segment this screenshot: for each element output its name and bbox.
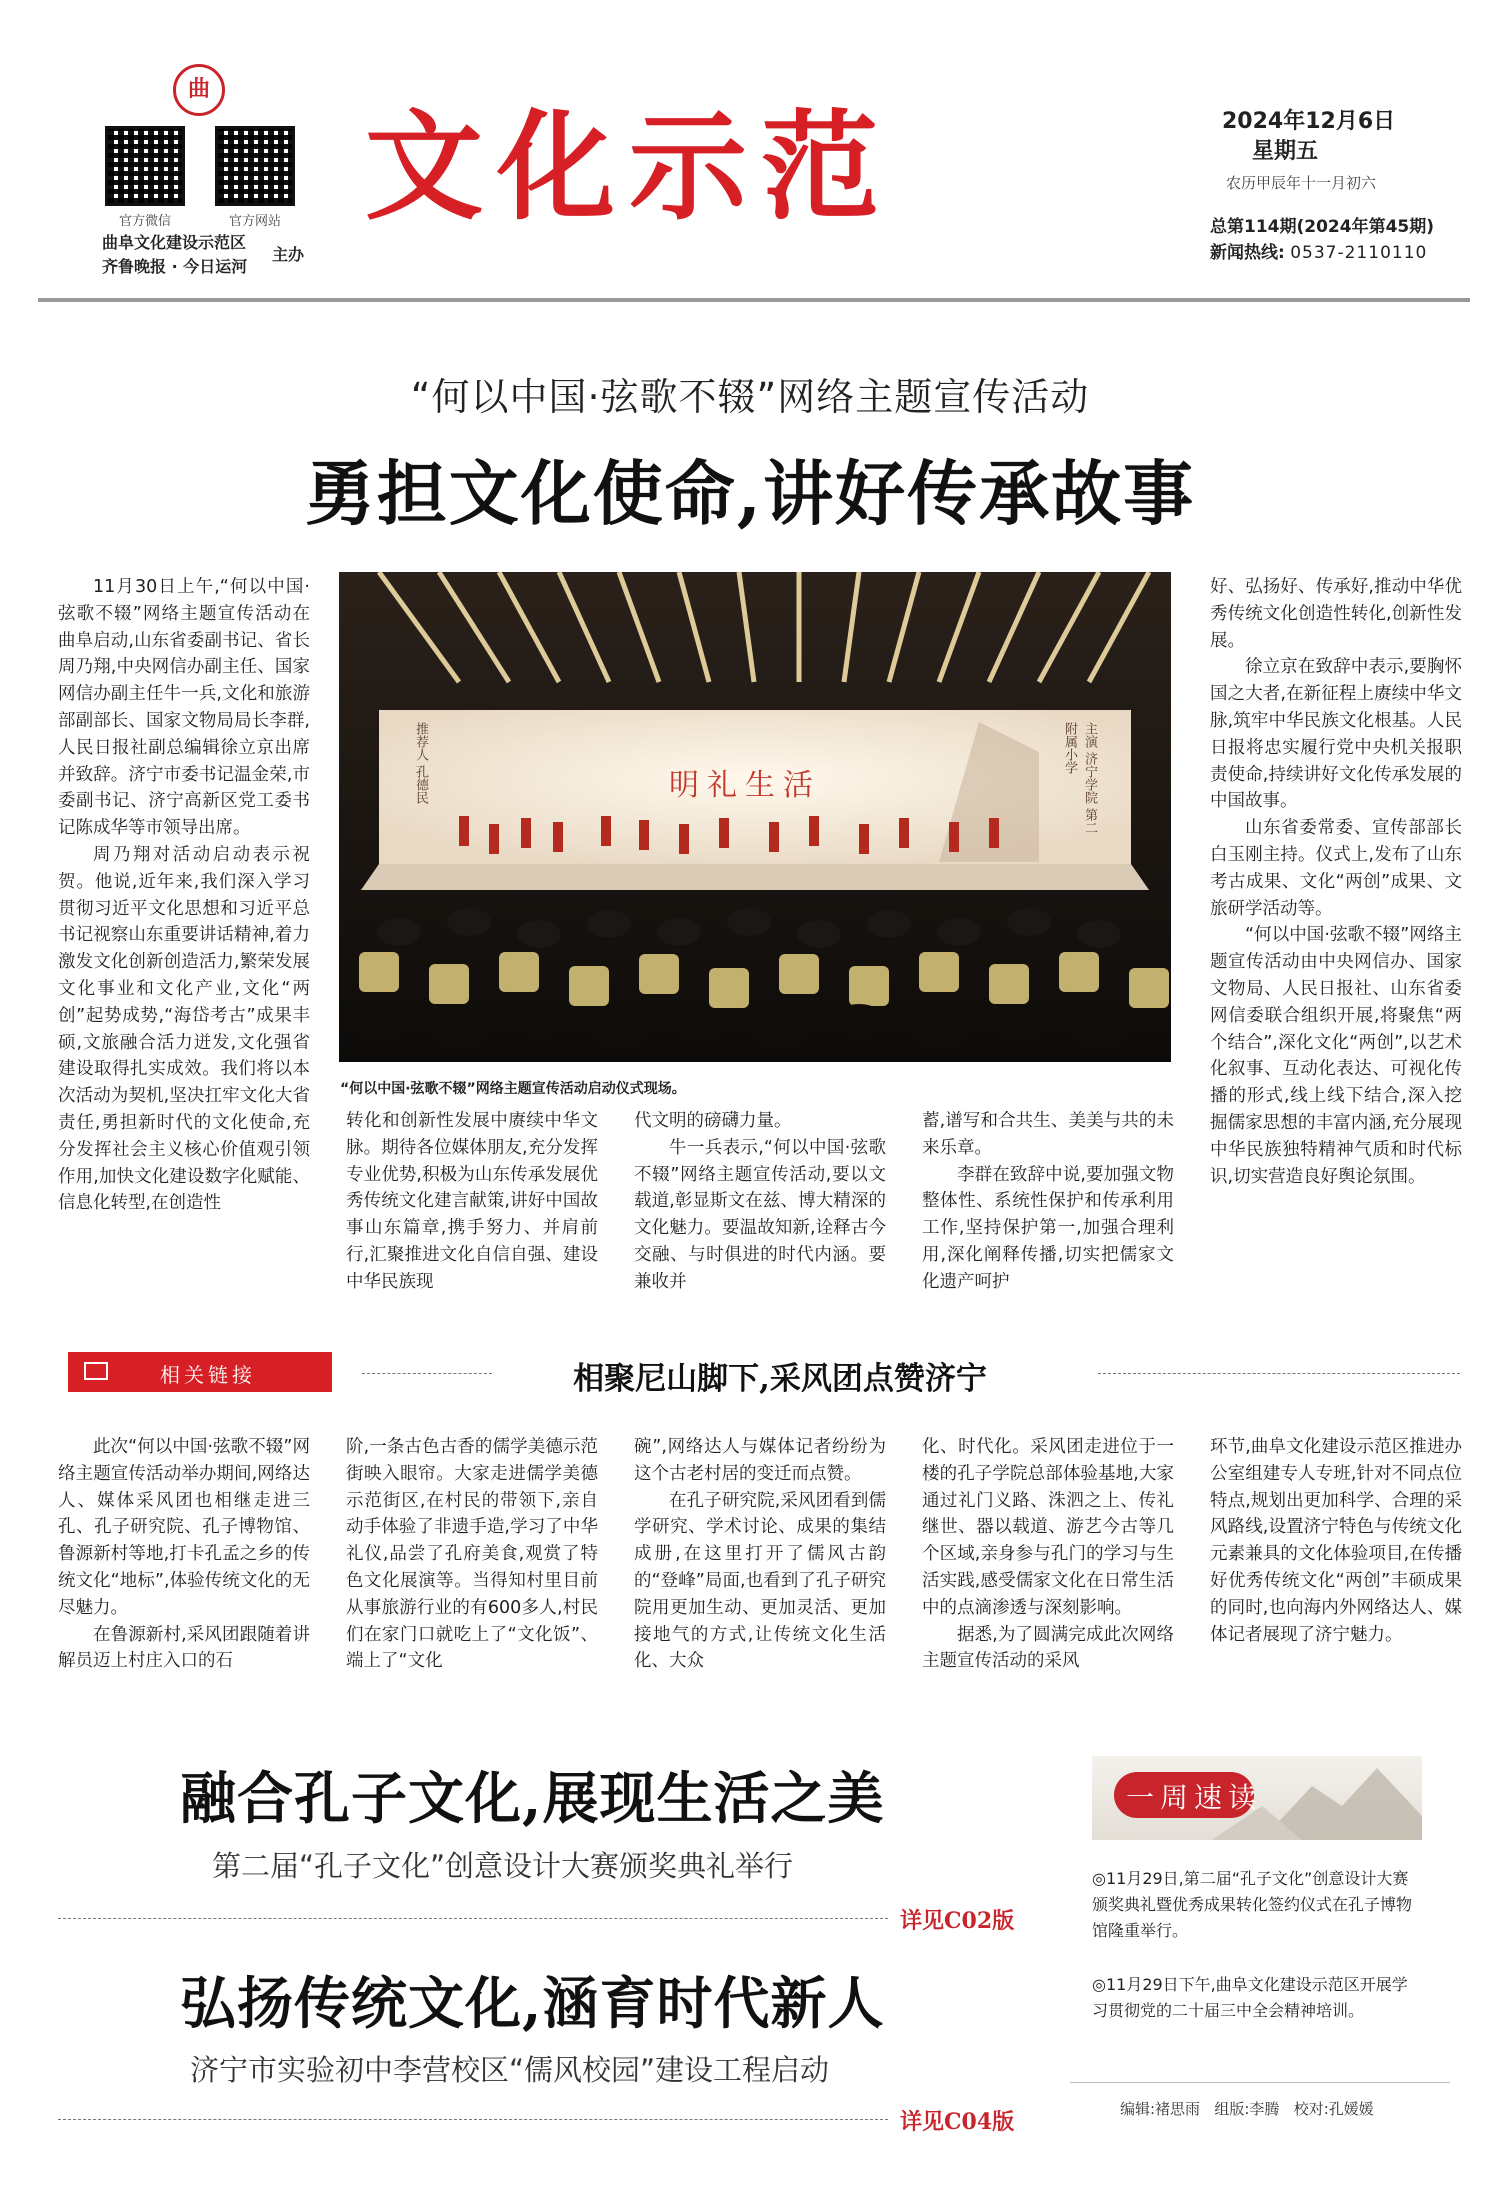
lead-col5-p4: “何以中国·弦歌不辍”网络主题宣传活动由中央网信办、国家文物局、人民日报社、山东省委网信委联合组织开展,将聚焦“两个结合”,深化文化“两创”,以艺术化叙事、互动化表达、可视化传播的形式,线上线下结合,深入挖掘儒家思想的丰富内涵,充分展现中华民族独特精神气质和时代标识,切实营造良好舆论氛围。 (1210, 925, 1462, 1187)
related-link-tag (68, 1352, 332, 1392)
related-col3-p2: 在孔子研究院,采风团看到儒学研究、学术讨论、成果的集结成册,在这里打开了儒风古韵的“登峰”局面,也看到了孔子研究院用更加生动、更加灵活、更加接地气的方式,让传统文化生活化、大众 (634, 1490, 886, 1672)
related-col1-p2: 在鲁源新村,采风团跟随着讲解员迈上村庄入口的石 (58, 1624, 310, 1672)
related-rule-right (1098, 1373, 1460, 1374)
lead-col5-p1: 好、弘扬好、传承好,推动中华优秀传统文化创造性转化,创新性发展。 (1210, 577, 1462, 651)
lead-column-1 (58, 574, 310, 1217)
lead-col2-p1: 转化和创新性发展中赓续中华文脉。期待各位媒体朋友,充分发挥专业优势,积极为山东传承发展优秀传统文化建言献策,讲好中国故事山东篇章,携手努力、并肩前行,汇聚推进文化自信自强、建设中华民族现 (346, 1111, 598, 1292)
weekly-item-2: ◎11月29日下午,曲阜文化建设示范区开展学习贯彻党的二十届三中全会精神培训。 (1092, 1975, 1408, 2020)
issue-date: 2024年12月6日 (1222, 109, 1396, 134)
masthead-rule (38, 298, 1470, 302)
stage-illustration (339, 572, 1171, 1062)
related-col3-p1: 碗”,网络达人与媒体记者纷纷为这个古老村居的变迁而点赞。 (634, 1437, 886, 1484)
host-label: 主办 (272, 245, 305, 264)
lead-col5-p3: 山东省委常委、宣传部部长白玉刚主持。仪式上,发布了山东考古成果、文化“两创”成果、文旅研学活动等。 (1210, 818, 1462, 919)
lead-col4-p2: 李群在致辞中说,要加强文物整体性、系统性保护和传承利用工作,坚持保护第一,加强合理利用,深化阐释传播,切实把儒家文化遗产呵护 (922, 1164, 1174, 1292)
stage-screen-text: 明礼生活 (669, 768, 821, 803)
weekly-banner (1092, 1756, 1422, 1840)
weekly-rule (1070, 2082, 1450, 2083)
wechat-qr-caption: 官方微信 (118, 214, 171, 229)
teaser-1-rule (58, 1918, 888, 1919)
related-column-1 (58, 1434, 310, 1675)
stage-side-text-2 (1059, 722, 1099, 842)
weekly-item-1: ◎11月29日,第二届“孔子文化”创意设计大赛颁奖典礼暨优秀成果转化签约仪式在孔子博物馆隆重举行。 (1092, 1869, 1413, 1940)
teaser-2-subhead: 济宁市实验初中李营校区“儒风校园”建设工程启动 (190, 2053, 830, 2087)
related-rule-left (362, 1373, 492, 1374)
stage-side-4: 主演 (1082, 722, 1097, 748)
lead-headline: 勇担文化使命,讲好传承故事 (304, 452, 1196, 535)
lead-kicker: “何以中国·弦歌不辍”网络主题宣传活动 (410, 375, 1090, 419)
lead-col5-p2: 徐立京在致辞中表示,要胸怀国之大者,在新征程上赓续中华文脉,筑牢中华民族文化根基。人民日报将忠实履行党中央机关报职责使命,持续讲好文化传承发展的中国故事。 (1210, 657, 1462, 812)
editors-line: 编辑:褚思雨 组版:李腾 校对:孔媛媛 (1120, 2100, 1374, 2118)
lead-col1-p1: 11月30日上午,“何以中国·弦歌不辍”网络主题宣传活动在曲阜启动,山东省委副书记、省长周乃翔,中央网信办副主任、国家网信办副主任牛一兵,文化和旅游部副部长、国家文物局局长李群,人民日报社副总编辑徐立京出席并致辞。济宁市委书记温金荣,市委副书记、济宁高新区党工委书记陈成华等市领导出席。 (58, 577, 310, 839)
related-column-3 (634, 1434, 886, 1675)
weekly-title: 一周速读 (1126, 1781, 1263, 1814)
lead-column-3 (634, 1108, 886, 1296)
related-col4-p1: 化、时代化。采风团走进位于一楼的孔子学院总部体验基地,大家通过礼门义路、洙泗之上、传礼继世、器以载道、游艺今古等几个区域,亲身参与孔门的学习与生活实践,感受儒家文化在日常生活中的点滴渗透与深刻影响。 (922, 1437, 1174, 1618)
related-column-4 (922, 1434, 1174, 1675)
stage-side-text (409, 722, 431, 842)
teaser-2-see-page-link[interactable]: 详见C04版 (900, 2109, 1015, 2135)
related-link-icon (84, 1362, 108, 1380)
photo-caption: “何以中国·弦歌不辍”网络主题宣传活动启动仪式现场。 (340, 1081, 686, 1097)
teaser-1-subhead: 第二届“孔子文化”创意设计大赛颁奖典礼举行 (212, 1849, 794, 1883)
masthead-title: 文化示范 (365, 97, 894, 236)
related-col5-p1: 环节,曲阜文化建设示范区推进办公室组建专人专班,针对不同点位特点,规划出更加科学、合理的采风路线,设置济宁特色与传统文化元素兼具的文化体验项目,在传播好优秀传统文化“两创”丰硕成果的同时,也向海内外网络达人、媒体记者展现了济宁魅力。 (1210, 1437, 1462, 1645)
hotline-label: 新闻热线: (1210, 243, 1285, 263)
lead-photo[interactable] (339, 572, 1171, 1062)
lead-column-5 (1210, 574, 1462, 1190)
hotline (1210, 238, 1427, 263)
teaser-2-headline[interactable]: 弘扬传统文化,涵育时代新人 (180, 1971, 885, 2037)
lead-col3-p2: 牛一兵表示,“何以中国·弦歌不辍”网络主题宣传活动,要以文载道,彰显斯文在兹、博大精深的文化魅力。要温故知新,诠释古今交融、与时俱进的时代内涵。要兼收并 (634, 1137, 886, 1292)
newspaper-logo-icon: 曲 (173, 64, 225, 116)
lead-column-2 (346, 1108, 598, 1296)
organizer-1: 曲阜文化建设示范区 (102, 233, 247, 252)
issue-weekday: 星期五 (1252, 139, 1319, 164)
wechat-qr-code[interactable] (105, 126, 185, 206)
related-column-2 (346, 1434, 598, 1675)
related-column-5 (1210, 1434, 1462, 1648)
stage-side-2: 孔德民 (413, 765, 428, 805)
stage-side-5: 济宁学院 (1082, 752, 1097, 805)
teaser-1-see-page-link[interactable]: 详见C02版 (900, 1908, 1015, 1934)
stage-side-6: 第二附属小学 (1062, 722, 1097, 835)
related-link-label: 相关链接 (160, 1363, 256, 1387)
website-qr-code[interactable] (215, 126, 295, 206)
lead-col1-p2: 周乃翔对活动启动表示祝贺。他说,近年来,我们深入学习贯彻习近平文化思想和习近平总书记视察山东重要讲话精神,着力激发文化创新创造活力,繁荣发展文化事业和文化产业,文化“两创”起势成势,“海岱考古”成果丰硕,文旅融合活力迸发,文化强省建设取得扎实成效。我们将以本次活动为契机,坚决扛牢文化大省责任,勇担新时代的文化使命,充分发挥社会主义核心价值观引领作用,加快文化建设数字化赋能、信息化转型,在创造性 (58, 844, 310, 1214)
related-headline: 相聚尼山脚下,采风团点赞济宁 (573, 1361, 987, 1397)
related-col2-p1: 阶,一条古色古香的儒学美德示范街映入眼帘。大家走进儒学美德示范街区,在村民的带领下,亲自动手体验了非遗手造,学习了中华礼仪,品尝了孔府美食,观赏了特色文化展演等。当得知村里目前从事旅游行业的有600多人,村民们在家门口就吃上了“文化饭”、端上了“文化 (346, 1437, 598, 1672)
hotline-number: 0537-2110110 (1290, 243, 1428, 263)
related-col4-p2: 据悉,为了圆满完成此次网络主题宣传活动的采风 (922, 1624, 1174, 1672)
stage-side-1: 推荐人 (413, 722, 428, 761)
teaser-2-rule (58, 2119, 888, 2120)
related-col1-p1: 此次“何以中国·弦歌不辍”网络主题宣传活动举办期间,网络达人、媒体采风团也相继走进三孔、孔子研究院、孔子博物馆、鲁源新村等地,打卡孔孟之乡的传统文化“地标”,体验传统文化的无尽魅力。 (58, 1437, 310, 1618)
teaser-1-headline[interactable]: 融合孔子文化,展现生活之美 (180, 1766, 885, 1832)
lead-column-4 (922, 1108, 1174, 1296)
organizer-2: 齐鲁晚报 · 今日运河 (102, 257, 248, 276)
lead-col3-p1: 代文明的磅礴力量。 (634, 1111, 792, 1131)
lunar-date: 农历甲辰年十一月初六 (1226, 174, 1377, 192)
issue-number: 总第114期(2024年第45期) (1210, 217, 1434, 237)
lead-col4-p1: 蓄,谱写和合共生、美美与共的未来乐章。 (922, 1111, 1174, 1158)
website-qr-caption: 官方网站 (228, 214, 281, 229)
